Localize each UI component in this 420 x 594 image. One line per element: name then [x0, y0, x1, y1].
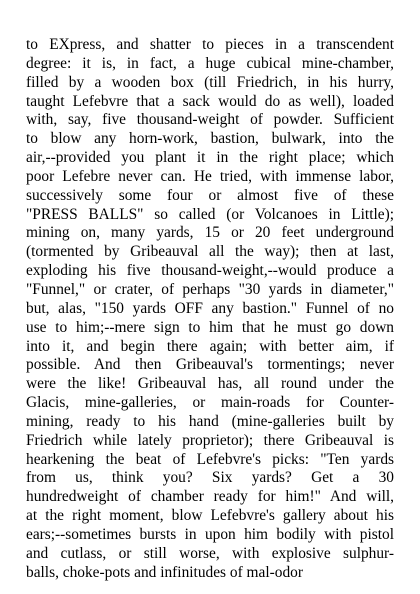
text-line-12: (tormented by Gribeauval all the way); then at last, — [26, 243, 394, 261]
text-line-4: taught Lefebvre that a sack would do as well), loaded — [26, 92, 394, 110]
text-line-25: hundredweight of chamber ready for him!" And will, — [26, 488, 394, 506]
text-line-5: with, say, five thousand-weight of powder. Sufficient — [26, 111, 394, 129]
text-line-22: Friedrich while lately proprietor); there Gribeauval is — [26, 431, 394, 449]
text-line-7: air,--provided you plant it in the right place; which — [26, 149, 394, 167]
text-line-9: successively some four or almost five of these — [26, 186, 394, 204]
text-line-17: into it, and begin there again; with better aim, if — [26, 337, 394, 355]
text-line-19: were the like! Gribeauval has, all round under the — [26, 375, 394, 393]
text-line-27: ears;--sometimes bursts in upon him bodily with pistol — [26, 525, 394, 543]
text-line-23: hearkening the beat of Lefebvre's picks: "Ten yards — [26, 450, 394, 468]
text-line-29: balls, choke-pots and infinitudes of mal-odor — [26, 563, 303, 581]
text-line-2: degree: it is, in fact, a huge cubical mine-chamber, — [26, 54, 394, 72]
text-line-3: filled by a wooden box (till Friedrich, in his hurry, — [26, 73, 394, 91]
text-line-10: "PRESS BALLS" so called (or Volcanoes in Little); — [26, 205, 394, 223]
body-text — [26, 36, 394, 582]
text-line-28: and cutlass, or still worse, with explosive sulphur- — [26, 544, 394, 562]
text-line-6: to blow any horn-work, bastion, bulwark, into the — [26, 130, 394, 148]
text-line-16: use to him;--mere sign to him that he must go down — [26, 318, 394, 336]
text-line-24: from us, think you? Six yards? Get a 30 — [26, 469, 394, 487]
text-line-18: possible. And then Gribeauval's tormentings; never — [26, 356, 394, 374]
text-line-21: mining, ready to his hand (mine-galleries built by — [26, 412, 394, 430]
text-line-13: exploding his five thousand-weight,--would produce a — [26, 262, 394, 280]
text-line-8: poor Lefebre never can. He tried, with immense labor, — [26, 167, 394, 185]
text-line-26: at the right moment, blow Lefebvre's gallery about his — [26, 507, 394, 525]
text-line-15: but, alas, "150 yards OFF any bastion." Funnel of no — [26, 299, 394, 317]
text-line-1: to EXpress, and shatter to pieces in a transcendent — [26, 36, 394, 53]
text-line-14: "Funnel," or crater, of perhaps "30 yards in diameter," — [26, 280, 394, 298]
text-line-11: mining on, many yards, 15 or 20 feet underground — [26, 224, 394, 242]
text-line-20: Glacis, mine-galleries, or main-roads for Counter- — [26, 394, 394, 412]
